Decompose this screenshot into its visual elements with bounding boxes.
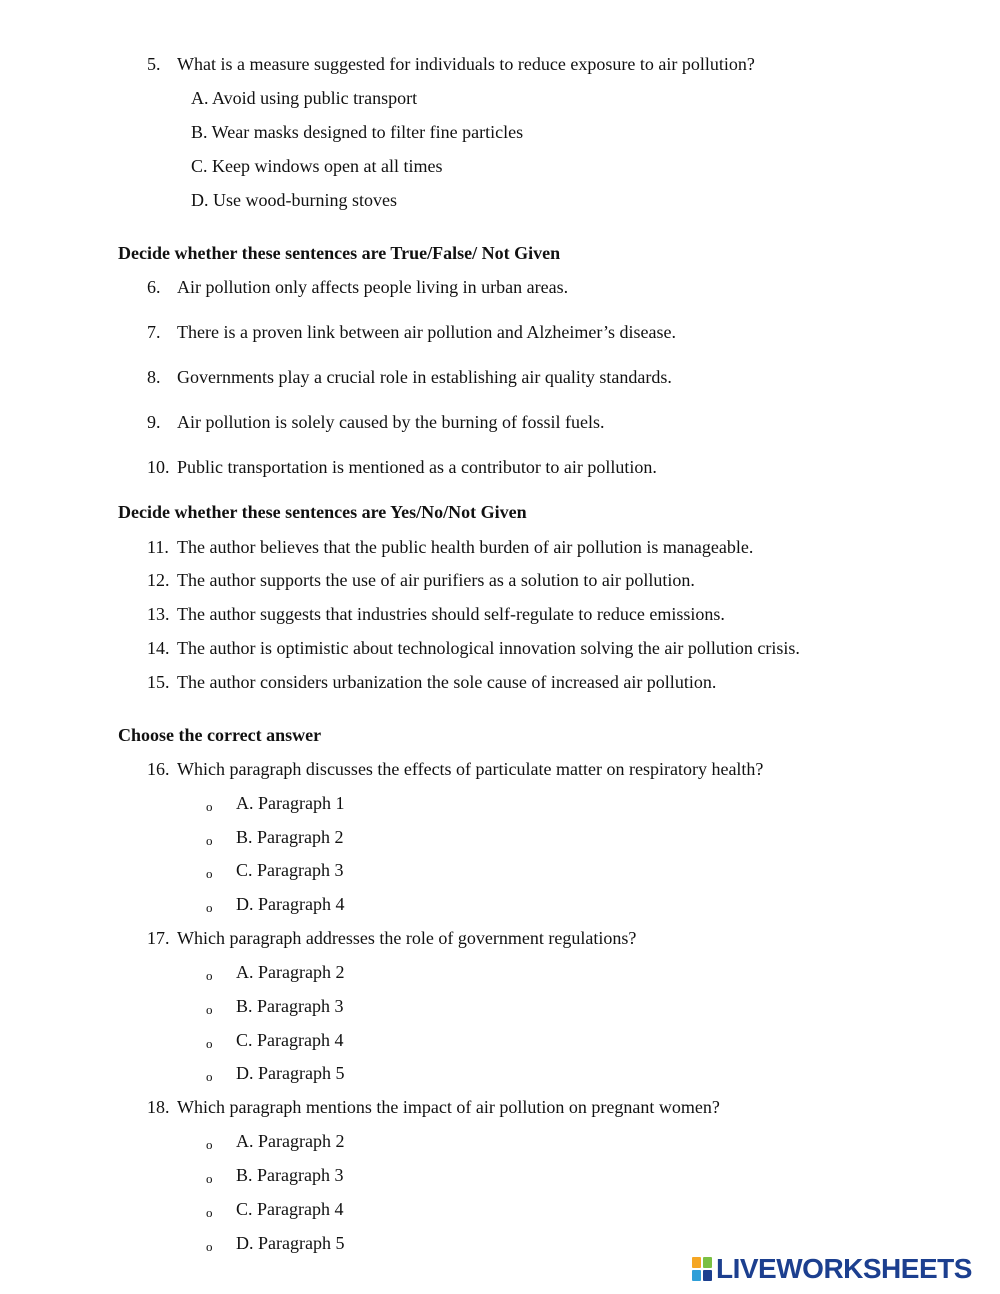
option-label: B. Paragraph 3 xyxy=(236,996,344,1016)
option-16a[interactable] xyxy=(206,792,344,816)
circle-bullet-icon: o xyxy=(206,1036,213,1051)
statement-text: Public transportation is mentioned as a contributor to air pollution. xyxy=(177,457,657,477)
statement-number: 10. xyxy=(147,457,170,477)
statement-number: 11. xyxy=(147,537,169,557)
option-label: A. Paragraph 2 xyxy=(236,1131,345,1151)
statement-number: 7. xyxy=(147,322,161,342)
circle-bullet-icon: o xyxy=(206,1069,213,1084)
circle-bullet-icon: o xyxy=(206,1239,213,1254)
circle-bullet-icon: o xyxy=(206,1171,213,1186)
statement-number: 9. xyxy=(147,412,161,432)
option-label: D. Paragraph 5 xyxy=(236,1233,345,1253)
statement-text: The author suggests that industries should self-regulate to reduce emissions. xyxy=(177,604,725,624)
circle-bullet-icon: o xyxy=(206,1002,213,1017)
logo-mark-icon xyxy=(692,1257,712,1281)
logo-text: LIVEWORKSHEETS xyxy=(716,1253,972,1284)
statement-number: 13. xyxy=(147,604,170,624)
statement-text: The author supports the use of air purifiers as a solution to air pollution. xyxy=(177,570,695,590)
logo-tile xyxy=(692,1257,701,1268)
section-heading-yng: Decide whether these sentences are Yes/No/Not Given xyxy=(118,502,527,522)
statement-6 xyxy=(147,276,568,298)
circle-bullet-icon: o xyxy=(206,900,213,915)
logo-tile xyxy=(703,1270,712,1281)
option-18d[interactable] xyxy=(206,1232,344,1256)
question-text: Which paragraph addresses the role of government regulations? xyxy=(177,928,637,948)
question-17 xyxy=(147,927,636,949)
statement-text: The author believes that the public health burden of air pollution is manageable. xyxy=(177,537,754,557)
option-17b[interactable] xyxy=(206,995,343,1019)
question-number: 18. xyxy=(147,1097,170,1117)
circle-bullet-icon: o xyxy=(206,968,213,983)
option-5b[interactable]: B. Wear masks designed to filter fine particles xyxy=(191,122,524,142)
option-label: A. Paragraph 2 xyxy=(236,962,345,982)
statement-text: The author considers urbanization the sole cause of increased air pollution. xyxy=(177,672,717,692)
circle-bullet-icon: o xyxy=(206,1205,213,1220)
option-label: C. Paragraph 4 xyxy=(236,1030,344,1050)
option-16d[interactable] xyxy=(206,893,344,917)
option-16c[interactable] xyxy=(206,859,343,883)
option-18a[interactable] xyxy=(206,1130,344,1154)
statement-7 xyxy=(147,321,676,343)
circle-bullet-icon: o xyxy=(206,799,213,814)
logo-tile xyxy=(692,1270,701,1281)
option-17d[interactable] xyxy=(206,1062,344,1086)
statement-9 xyxy=(147,411,604,433)
statement-13 xyxy=(147,603,725,625)
option-label: D. Paragraph 4 xyxy=(236,894,345,914)
statement-text: There is a proven link between air pollution and Alzheimer’s disease. xyxy=(177,322,677,342)
option-label: B. Paragraph 2 xyxy=(236,827,344,847)
statement-14 xyxy=(147,637,800,659)
question-16 xyxy=(147,758,763,780)
question-text: What is a measure suggested for individuals to reduce exposure to air pollution? xyxy=(177,54,755,74)
option-16b[interactable] xyxy=(206,826,343,850)
statement-number: 8. xyxy=(147,367,161,387)
question-18 xyxy=(147,1096,720,1118)
statement-15 xyxy=(147,671,716,693)
circle-bullet-icon: o xyxy=(206,833,213,848)
circle-bullet-icon: o xyxy=(206,866,213,881)
option-label: A. Paragraph 1 xyxy=(236,793,345,813)
option-5c[interactable]: C. Keep windows open at all times xyxy=(191,156,443,176)
option-17c[interactable] xyxy=(206,1029,343,1053)
option-18c[interactable] xyxy=(206,1198,343,1222)
option-label: D. Paragraph 5 xyxy=(236,1063,345,1083)
statement-12 xyxy=(147,569,695,591)
statement-number: 14. xyxy=(147,638,170,658)
statement-number: 6. xyxy=(147,277,161,297)
option-17a[interactable] xyxy=(206,961,344,985)
option-label: C. Paragraph 4 xyxy=(236,1199,344,1219)
logo-tile xyxy=(703,1257,712,1268)
question-5 xyxy=(147,53,755,75)
section-heading-tfng: Decide whether these sentences are True/False/ Not Given xyxy=(118,243,561,263)
question-number: 17. xyxy=(147,928,170,948)
statement-text: Air pollution is solely caused by the burning of fossil fuels. xyxy=(177,412,605,432)
statement-8 xyxy=(147,366,672,388)
question-number: 16. xyxy=(147,759,170,779)
option-label: C. Paragraph 3 xyxy=(236,860,344,880)
statement-number: 12. xyxy=(147,570,170,590)
statement-text: The author is optimistic about technological innovation solving the air pollution crisis. xyxy=(177,638,800,658)
circle-bullet-icon: o xyxy=(206,1137,213,1152)
question-text: Which paragraph discusses the effects of particulate matter on respiratory health? xyxy=(177,759,764,779)
statement-11 xyxy=(147,536,753,558)
statement-number: 15. xyxy=(147,672,170,692)
option-5a[interactable]: A. Avoid using public transport xyxy=(191,88,418,108)
option-label: B. Paragraph 3 xyxy=(236,1165,344,1185)
option-5d[interactable]: D. Use wood-burning stoves xyxy=(191,190,397,210)
option-18b[interactable] xyxy=(206,1164,343,1188)
question-text: Which paragraph mentions the impact of air pollution on pregnant women? xyxy=(177,1097,720,1117)
section-heading-choose: Choose the correct answer xyxy=(118,725,322,745)
statement-text: Air pollution only affects people living in urban areas. xyxy=(177,277,569,297)
statement-10 xyxy=(147,456,657,478)
statement-text: Governments play a crucial role in establishing air quality standards. xyxy=(177,367,672,387)
question-number: 5. xyxy=(147,54,161,74)
liveworksheets-logo xyxy=(692,1254,972,1284)
